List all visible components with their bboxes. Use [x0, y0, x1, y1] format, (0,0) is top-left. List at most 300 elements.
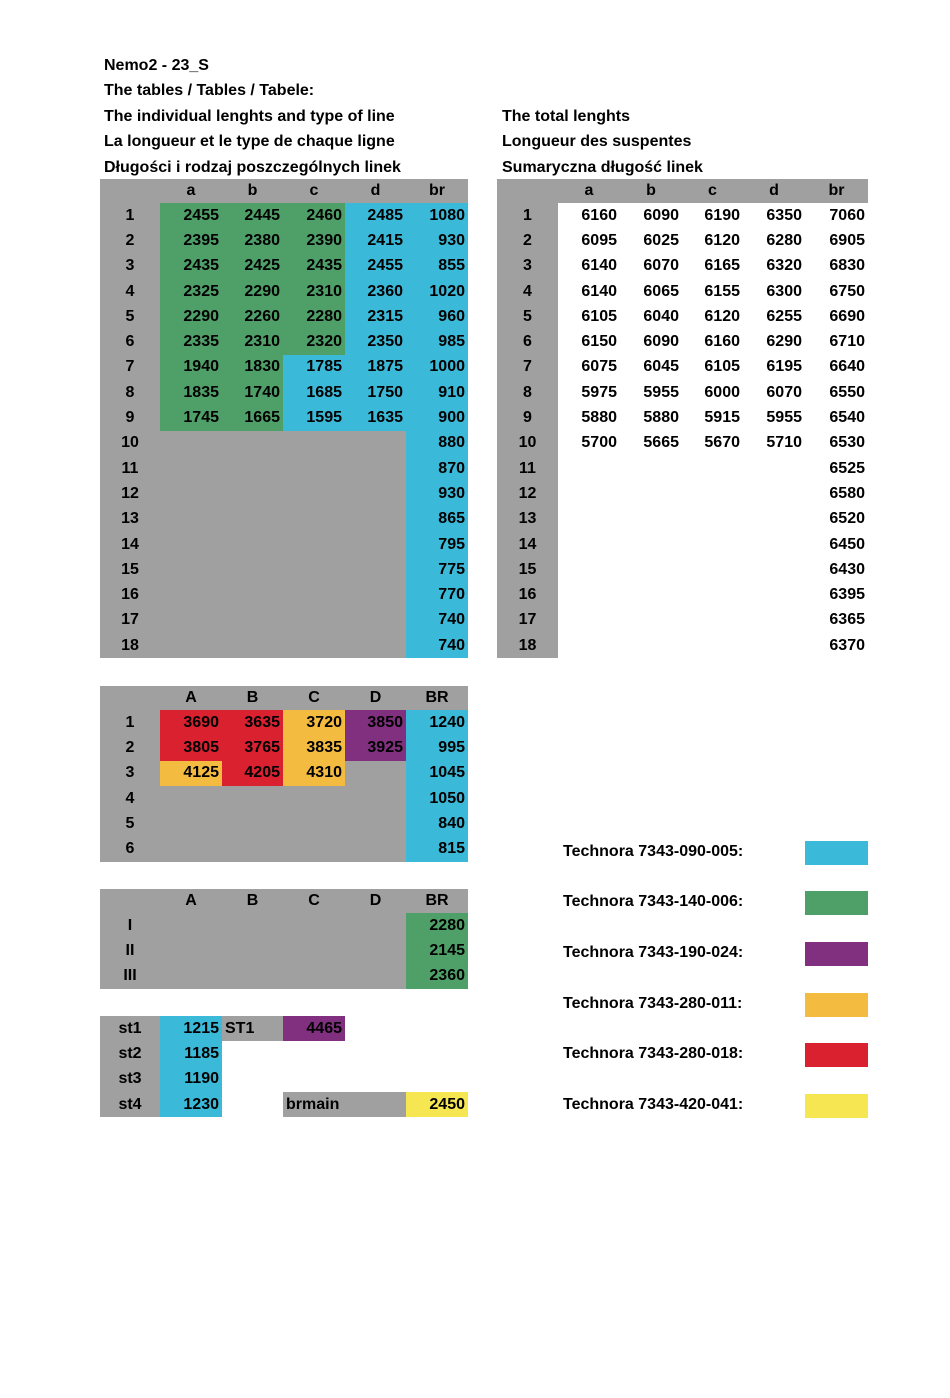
row-label: III: [100, 964, 160, 989]
table-row: [497, 304, 868, 329]
document-title: Nemo2 - 23_S: [104, 57, 209, 74]
table-row: [100, 582, 468, 607]
total-cell: 6140: [558, 279, 620, 304]
table-row: [100, 735, 468, 760]
column-header: BR: [406, 889, 468, 913]
legend-swatch: [805, 942, 868, 966]
table-cell: [160, 608, 222, 633]
row-label: 11: [497, 456, 558, 481]
row-label: 2: [497, 228, 558, 253]
total-cell: [743, 557, 805, 582]
table-cell: 910: [406, 380, 468, 405]
table-row: [497, 228, 868, 253]
table-cell: [345, 633, 406, 658]
total-cell: 6830: [805, 254, 868, 279]
table-cell: [222, 1067, 283, 1092]
column-header: B: [222, 686, 283, 710]
table-cell: [345, 431, 406, 456]
table-cell: [160, 532, 222, 557]
total-cell: [558, 456, 620, 481]
table-cell: 1940: [160, 355, 222, 380]
total-cell: 6690: [805, 304, 868, 329]
table-cell: 960: [406, 304, 468, 329]
table-cell: [160, 811, 222, 836]
table-cell: 840: [406, 811, 468, 836]
table-cell: 3835: [283, 735, 345, 760]
table-cell: [160, 938, 222, 963]
table-cell: 1835: [160, 380, 222, 405]
left-heading-pl: Długości i rodzaj poszczególnych linek: [104, 159, 401, 176]
row-label: 2: [100, 735, 160, 760]
table-cell: 2320: [283, 329, 345, 354]
total-cell: 6095: [558, 228, 620, 253]
total-cell: 6040: [620, 304, 682, 329]
total-cell: 6160: [682, 329, 743, 354]
table-cell: 2435: [283, 254, 345, 279]
table-row: [100, 557, 468, 582]
column-header: c: [283, 179, 345, 203]
total-cell: 6105: [558, 304, 620, 329]
row-label: 3: [497, 254, 558, 279]
total-cell: 5665: [620, 431, 682, 456]
legend-label: Technora 7343-190-024:: [563, 944, 744, 961]
table-cell: brmain: [283, 1092, 406, 1117]
right-heading-pl: Sumaryczna długość linek: [502, 159, 703, 176]
row-label: st3: [100, 1067, 160, 1092]
table-row: [497, 431, 868, 456]
total-cell: 5670: [682, 431, 743, 456]
total-cell: 6025: [620, 228, 682, 253]
table-cell: [406, 1041, 468, 1066]
table-cell: [222, 582, 283, 607]
table-cell: 1020: [406, 279, 468, 304]
table-cell: 4465: [283, 1016, 345, 1041]
table-row: [497, 203, 868, 228]
total-cell: 6905: [805, 228, 868, 253]
table-cell: [160, 964, 222, 989]
column-header: D: [345, 889, 406, 913]
table-row: [497, 405, 868, 430]
total-cell: 5880: [558, 405, 620, 430]
table-cell: 880: [406, 431, 468, 456]
total-cell: [558, 582, 620, 607]
header-row: [100, 686, 468, 710]
table-cell: 2360: [406, 964, 468, 989]
table-cell: [283, 608, 345, 633]
table-cell: 2145: [406, 938, 468, 963]
table-cell: [345, 608, 406, 633]
table-cell: 775: [406, 557, 468, 582]
total-cell: 6075: [558, 355, 620, 380]
table-cell: 1875: [345, 355, 406, 380]
total-cell: 6320: [743, 254, 805, 279]
row-label: 3: [100, 254, 160, 279]
table-cell: 900: [406, 405, 468, 430]
legend-swatch: [805, 841, 868, 865]
table-cell: 930: [406, 481, 468, 506]
table-row: [100, 761, 468, 786]
table-row: [100, 456, 468, 481]
table-row: [497, 532, 868, 557]
table-cell: [283, 938, 345, 963]
table-row: [100, 203, 468, 228]
column-header: A: [160, 889, 222, 913]
table-cell: [283, 582, 345, 607]
header-row: [100, 179, 468, 203]
total-cell: 6070: [620, 254, 682, 279]
row-label: 16: [100, 582, 160, 607]
row-label: 18: [497, 633, 558, 658]
total-cell: 5710: [743, 431, 805, 456]
table-cell: [345, 582, 406, 607]
row-label: 11: [100, 456, 160, 481]
table-cell: 2260: [222, 304, 283, 329]
table-row: [100, 279, 468, 304]
total-cell: 6365: [805, 608, 868, 633]
row-label: 8: [497, 380, 558, 405]
total-cell: 6280: [743, 228, 805, 253]
table-cell: 1685: [283, 380, 345, 405]
table-cell: [222, 964, 283, 989]
table-row: [100, 786, 468, 811]
total-cell: 6195: [743, 355, 805, 380]
table-cell: [222, 811, 283, 836]
table-cell: 740: [406, 633, 468, 658]
row-label: 3: [100, 761, 160, 786]
total-cell: 6750: [805, 279, 868, 304]
table-cell: [160, 786, 222, 811]
table-row: [100, 1092, 468, 1117]
table-cell: 855: [406, 254, 468, 279]
total-cell: 6120: [682, 228, 743, 253]
table-cell: [222, 608, 283, 633]
table-row: [497, 608, 868, 633]
table-cell: [345, 1041, 406, 1066]
legend-label: Technora 7343-280-018:: [563, 1045, 744, 1062]
left-heading-en: The individual lenghts and type of line: [104, 108, 395, 125]
table-cell: 4205: [222, 761, 283, 786]
table-cell: [345, 456, 406, 481]
row-label: 16: [497, 582, 558, 607]
table-cell: [345, 1016, 406, 1041]
table-cell: [406, 1067, 468, 1092]
total-cell: [558, 481, 620, 506]
row-label: st2: [100, 1041, 160, 1066]
table-row: [497, 633, 868, 658]
table-cell: 1000: [406, 355, 468, 380]
column-header: br: [406, 179, 468, 203]
total-cell: [620, 608, 682, 633]
column-header: C: [283, 889, 345, 913]
row-label: 18: [100, 633, 160, 658]
column-header: a: [160, 179, 222, 203]
total-cell: [558, 557, 620, 582]
table-row: [100, 964, 468, 989]
table-cell: [222, 532, 283, 557]
table-row: [497, 329, 868, 354]
table-row: [100, 254, 468, 279]
table-cell: 3690: [160, 710, 222, 735]
table-cell: 2360: [345, 279, 406, 304]
table-cell: [160, 557, 222, 582]
total-cell: 6255: [743, 304, 805, 329]
total-cell: [682, 507, 743, 532]
total-cell: 6530: [805, 431, 868, 456]
table-row: [100, 481, 468, 506]
total-cell: 5955: [620, 380, 682, 405]
table-cell: [345, 836, 406, 861]
table-cell: 1745: [160, 405, 222, 430]
corner-cell: [497, 179, 558, 203]
row-label: 13: [100, 507, 160, 532]
row-label: 4: [497, 279, 558, 304]
corner-cell: [100, 179, 160, 203]
legend-swatch: [805, 1094, 868, 1118]
total-cell: 6430: [805, 557, 868, 582]
row-label: 14: [497, 532, 558, 557]
document-subtitle: The tables / Tables / Tabele:: [104, 82, 315, 99]
table-cell: [283, 633, 345, 658]
table-cell: 2460: [283, 203, 345, 228]
total-cell: [620, 582, 682, 607]
individual-lengths-table: [100, 179, 468, 658]
total-cell: 6300: [743, 279, 805, 304]
column-header: C: [283, 686, 345, 710]
total-cell: [620, 633, 682, 658]
row-label: 1: [100, 203, 160, 228]
row-label: 7: [100, 355, 160, 380]
total-cell: [558, 507, 620, 532]
total-cell: [620, 557, 682, 582]
legend-label: Technora 7343-140-006:: [563, 893, 744, 910]
table-row: [497, 582, 868, 607]
corner-cell: [100, 686, 160, 710]
total-cell: [682, 582, 743, 607]
total-cell: [743, 481, 805, 506]
table-cell: [222, 836, 283, 861]
table-row: [100, 1041, 468, 1066]
row-label: 15: [100, 557, 160, 582]
table-cell: 3805: [160, 735, 222, 760]
row-label: st1: [100, 1016, 160, 1041]
table-row: [100, 380, 468, 405]
table-cell: [283, 507, 345, 532]
table-row: [100, 355, 468, 380]
total-cell: 6525: [805, 456, 868, 481]
row-label: 4: [100, 786, 160, 811]
row-label: 17: [100, 608, 160, 633]
total-cell: 6105: [682, 355, 743, 380]
table-row: [100, 405, 468, 430]
total-cell: 5975: [558, 380, 620, 405]
legend-swatch: [805, 993, 868, 1017]
table-row: [100, 608, 468, 633]
table-row: [100, 913, 468, 938]
table-row: [497, 456, 868, 481]
table-cell: 1740: [222, 380, 283, 405]
table-cell: 1080: [406, 203, 468, 228]
table-cell: 2445: [222, 203, 283, 228]
row-label: 7: [497, 355, 558, 380]
legend-label: Technora 7343-280-011:: [563, 995, 743, 1012]
column-header: D: [345, 686, 406, 710]
table-cell: 3720: [283, 710, 345, 735]
table-cell: [345, 964, 406, 989]
table-cell: 985: [406, 329, 468, 354]
total-cell: 6090: [620, 203, 682, 228]
table-cell: 4125: [160, 761, 222, 786]
table-cell: 770: [406, 582, 468, 607]
row-label: 9: [497, 405, 558, 430]
table-cell: [222, 431, 283, 456]
legend-label: Technora 7343-420-041:: [563, 1096, 744, 1113]
table-cell: [222, 1041, 283, 1066]
row-label: 14: [100, 532, 160, 557]
table-cell: 2455: [345, 254, 406, 279]
total-cell: [743, 633, 805, 658]
row-label: 1: [497, 203, 558, 228]
upper-lines-table: [100, 686, 468, 862]
table-cell: [283, 456, 345, 481]
table-cell: [160, 456, 222, 481]
table-cell: 2350: [345, 329, 406, 354]
total-cell: 6540: [805, 405, 868, 430]
table-cell: 815: [406, 836, 468, 861]
table-cell: [283, 481, 345, 506]
total-cell: [743, 608, 805, 633]
table-cell: [160, 913, 222, 938]
table-cell: 3635: [222, 710, 283, 735]
table-cell: [345, 532, 406, 557]
table-cell: 2290: [222, 279, 283, 304]
table-cell: 930: [406, 228, 468, 253]
total-cell: 5700: [558, 431, 620, 456]
table-cell: [406, 1016, 468, 1041]
table-cell: [283, 1041, 345, 1066]
column-header: b: [620, 179, 682, 203]
left-heading-fr: La longueur et le type de chaque ligne: [104, 133, 395, 150]
total-cell: [682, 456, 743, 481]
right-heading-en: The total lenghts: [502, 108, 630, 125]
table-cell: [222, 913, 283, 938]
right-heading-fr: Longueur des suspentes: [502, 133, 692, 150]
table-cell: [345, 938, 406, 963]
legend-swatch: [805, 891, 868, 915]
row-label: 2: [100, 228, 160, 253]
table-cell: [345, 557, 406, 582]
table-cell: 2455: [160, 203, 222, 228]
table-cell: 3765: [222, 735, 283, 760]
table-cell: [345, 481, 406, 506]
table-row: [100, 532, 468, 557]
column-header: d: [345, 179, 406, 203]
table-cell: [160, 481, 222, 506]
table-cell: [283, 811, 345, 836]
table-cell: 1750: [345, 380, 406, 405]
table-cell: [222, 481, 283, 506]
total-cell: 6550: [805, 380, 868, 405]
total-cell: [682, 608, 743, 633]
table-cell: [283, 836, 345, 861]
total-cell: 6370: [805, 633, 868, 658]
table-cell: [345, 913, 406, 938]
table-cell: [160, 836, 222, 861]
table-cell: 1635: [345, 405, 406, 430]
row-label: 6: [497, 329, 558, 354]
total-cell: 6450: [805, 532, 868, 557]
total-cell: 6520: [805, 507, 868, 532]
column-header: d: [743, 179, 805, 203]
table-cell: 2310: [283, 279, 345, 304]
table-cell: 2425: [222, 254, 283, 279]
table-cell: 2290: [160, 304, 222, 329]
row-label: 17: [497, 608, 558, 633]
row-label: 4: [100, 279, 160, 304]
table-cell: 1185: [160, 1041, 222, 1066]
table-cell: ST1: [222, 1016, 283, 1041]
total-cell: 6640: [805, 355, 868, 380]
row-label: 13: [497, 507, 558, 532]
table-cell: 1785: [283, 355, 345, 380]
total-cell: 6395: [805, 582, 868, 607]
table-cell: 3925: [345, 735, 406, 760]
table-cell: 995: [406, 735, 468, 760]
column-header: br: [805, 179, 868, 203]
total-cell: 6065: [620, 279, 682, 304]
table-row: [100, 1016, 468, 1041]
total-cell: [620, 456, 682, 481]
table-cell: [160, 582, 222, 607]
total-cell: 6580: [805, 481, 868, 506]
table-row: [100, 811, 468, 836]
table-cell: 2280: [406, 913, 468, 938]
total-cell: [682, 532, 743, 557]
row-label: 6: [100, 329, 160, 354]
total-lengths-table: [497, 179, 868, 658]
row-label: 8: [100, 380, 160, 405]
table-cell: 2435: [160, 254, 222, 279]
total-cell: 6140: [558, 254, 620, 279]
table-cell: 2485: [345, 203, 406, 228]
table-row: [100, 329, 468, 354]
row-label: 9: [100, 405, 160, 430]
legend-swatch: [805, 1043, 868, 1067]
total-cell: [743, 507, 805, 532]
table-row: [497, 557, 868, 582]
table-cell: 1830: [222, 355, 283, 380]
total-cell: [620, 532, 682, 557]
total-cell: [620, 507, 682, 532]
column-header: BR: [406, 686, 468, 710]
table-cell: 4310: [283, 761, 345, 786]
stabilo-table: [100, 1016, 468, 1117]
total-cell: [743, 532, 805, 557]
table-cell: 870: [406, 456, 468, 481]
row-label: 5: [100, 304, 160, 329]
table-cell: 1190: [160, 1067, 222, 1092]
table-cell: 2395: [160, 228, 222, 253]
total-cell: 6000: [682, 380, 743, 405]
header-row: [497, 179, 868, 203]
table-cell: 1240: [406, 710, 468, 735]
table-cell: [283, 431, 345, 456]
table-row: [100, 938, 468, 963]
table-cell: [283, 557, 345, 582]
total-cell: 5880: [620, 405, 682, 430]
row-label: 12: [497, 481, 558, 506]
table-row: [100, 710, 468, 735]
table-cell: 865: [406, 507, 468, 532]
